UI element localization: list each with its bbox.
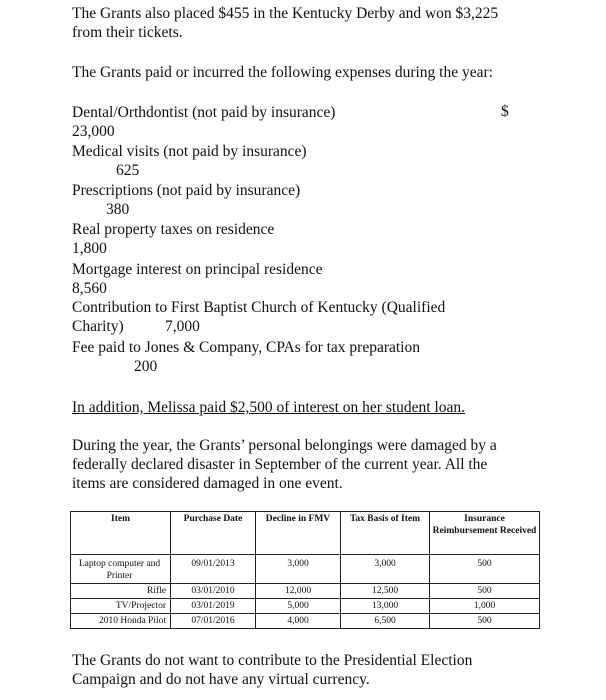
dollar-sign: $ [501, 103, 509, 120]
cell-item: TV/Projector [71, 599, 171, 614]
cell-reimbursement: 500 [430, 614, 540, 629]
cell-basis: 13,000 [341, 599, 430, 614]
expense-property-tax-amount: 1,800 [72, 240, 107, 257]
table-header-row [71, 512, 540, 555]
damaged-items-table [70, 511, 540, 629]
expense-contribution-label: Contribution to First Baptist Church of Kentucky (Qualified [72, 299, 446, 316]
cell-date: 09/01/2013 [171, 555, 256, 584]
header-purchase-date: Purchase Date [171, 512, 256, 555]
table-row [71, 599, 540, 614]
cell-decline: 4,000 [256, 614, 341, 629]
expense-prescriptions-label: Prescriptions (not paid by insurance) [72, 182, 301, 199]
expense-property-tax-label: Real property taxes on residence [72, 221, 275, 238]
cell-reimbursement: 500 [430, 555, 540, 584]
table-row [71, 614, 540, 629]
cell-date: 07/01/2016 [171, 614, 256, 629]
cell-item: Laptop computer and Printer [71, 555, 171, 584]
cell-decline: 3,000 [256, 555, 341, 584]
expense-prescriptions-amount: 380 [106, 201, 130, 218]
disaster-line-1: During the year, the Grants’ personal belongings were damaged by a [72, 437, 497, 454]
closing-line-2: Campaign and do not have any virtual currency. [72, 671, 370, 688]
cell-reimbursement: 500 [430, 584, 540, 599]
expense-mortgage-amount: 8,560 [72, 280, 107, 297]
cell-date: 03/01/2010 [171, 584, 256, 599]
cell-basis: 12,500 [341, 584, 430, 599]
table-row [71, 555, 540, 584]
header-decline-fmv: Decline in FMV [256, 512, 341, 555]
cell-date: 03/01/2019 [171, 599, 256, 614]
disaster-line-2: federally declared disaster in September of the current year. All the [72, 456, 488, 473]
expense-medical-label: Medical visits (not paid by insurance) [72, 143, 307, 160]
cell-item: 2010 Honda Pilot [71, 614, 171, 629]
expense-dental-amount: 23,000 [72, 123, 115, 140]
table-row [71, 584, 540, 599]
intro-line-1: The Grants also placed $455 in the Kentucky Derby and won $3,225 [72, 5, 499, 22]
cell-reimbursement: 1,000 [430, 599, 540, 614]
cell-decline: 5,000 [256, 599, 341, 614]
cell-basis: 6,500 [341, 614, 430, 629]
closing-line-1: The Grants do not want to contribute to the Presidential Election [72, 652, 473, 669]
expense-mortgage-label: Mortgage interest on principal residence [72, 261, 323, 278]
expense-medical-amount: 625 [116, 162, 140, 179]
expense-contribution-amount: 7,000 [165, 318, 200, 335]
cell-item: Rifle [71, 584, 171, 599]
expense-cpa-fee-amount: 200 [134, 358, 158, 375]
student-loan-note: In addition, Melissa paid $2,500 of interest on her student loan. [72, 399, 466, 416]
header-tax-basis: Tax Basis of Item [341, 512, 430, 555]
intro-line-2: from their tickets. [72, 24, 183, 41]
expenses-intro: The Grants paid or incurred the following expenses during the year: [72, 64, 493, 81]
expense-dental-label: Dental/Orthdontist (not paid by insurance) [72, 104, 336, 121]
cell-basis: 3,000 [341, 555, 430, 584]
header-insurance-reimbursement: Insurance Reimbursement Received [430, 512, 540, 555]
header-item: Item [71, 512, 171, 555]
expense-contribution-label-2: Charity) [72, 318, 124, 335]
expense-cpa-fee-label: Fee paid to Jones & Company, CPAs for tax preparation [72, 339, 420, 356]
disaster-line-3: items are considered damaged in one event. [72, 475, 343, 492]
cell-decline: 12,000 [256, 584, 341, 599]
